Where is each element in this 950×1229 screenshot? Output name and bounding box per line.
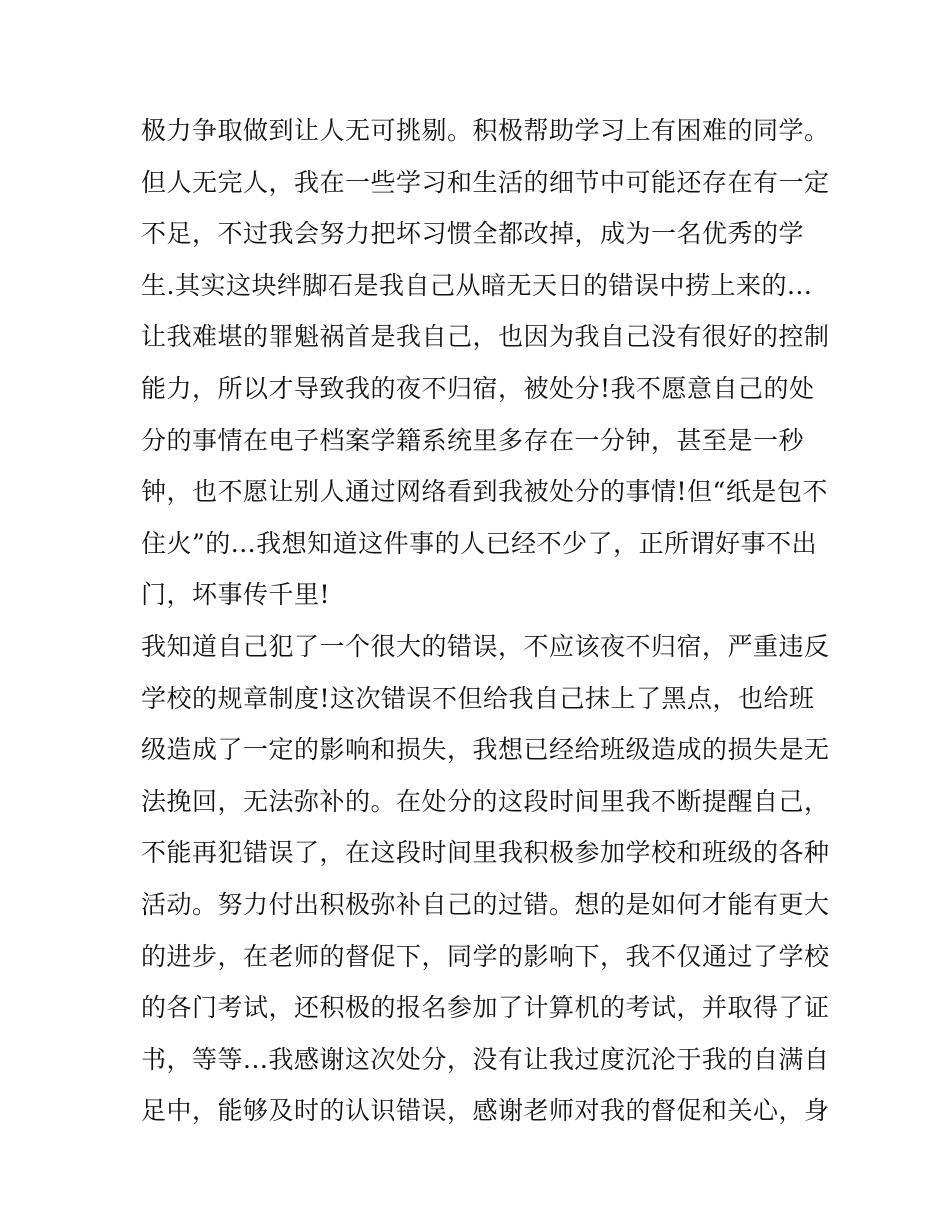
text-line: 不足，不过我会努力把坏习惯全都改掉，成为一名优秀的学: [141, 219, 805, 249]
text-line: 的进步，在老师的督促下，同学的影响下，我不仅通过了学校: [141, 941, 830, 971]
text-line: 我知道自己犯了一个很大的错误，不应该夜不归宿，严重违反: [141, 631, 830, 661]
text-line: 钟，也不愿让别人通过网络看到我被处分的事情!但“纸是包不: [141, 477, 828, 507]
text-line: 让我难堪的罪魁祸首是我自己，也因为我自己没有很好的控制: [141, 322, 830, 352]
text-line: 但人无完人，我在一些学习和生活的细节中可能还存在有一定: [141, 167, 830, 197]
body-text: [141, 112, 830, 1144]
text-line: 生.其实这块绊脚石是我自己从暗无天日的错误中捞上来的...: [141, 270, 813, 300]
text-line: 的各门考试，还积极的报名参加了计算机的考试，并取得了证: [141, 993, 830, 1023]
text-line: 活动。努力付出积极弥补自己的过错。想的是如何才能有更大: [141, 889, 830, 919]
text-line: 分的事情在电子档案学籍系统里多存在一分钟，甚至是一秒: [141, 425, 805, 455]
text-line: 足中，能够及时的认识错误，感谢老师对我的督促和关心，身: [141, 1096, 830, 1126]
text-line: 门，坏事传千里!: [141, 580, 331, 610]
text-line: 级造成了一定的影响和损失，我想已经给班级造成的损失是无: [141, 735, 830, 765]
text-line: 法挽回，无法弥补的。在处分的这段时间里我不断提醒自己，: [141, 786, 830, 816]
text-line: 书，等等...我感谢这次处分，没有让我过度沉沦于我的自满自: [141, 1044, 830, 1074]
text-line: 学校的规章制度!这次错误不但给我自己抹上了黑点，也给班: [141, 683, 815, 713]
text-line: 能力，所以才导致我的夜不归宿，被处分!我不愿意自己的处: [141, 373, 815, 403]
text-line: 不能再犯错误了，在这段时间里我积极参加学校和班级的各种: [141, 838, 830, 868]
text-line: 住火”的...我想知道这件事的人已经不少了，正所谓好事不出: [141, 528, 818, 558]
text-line: 极力争取做到让人无可挑剔。积极帮助学习上有困难的同学。: [141, 116, 830, 145]
